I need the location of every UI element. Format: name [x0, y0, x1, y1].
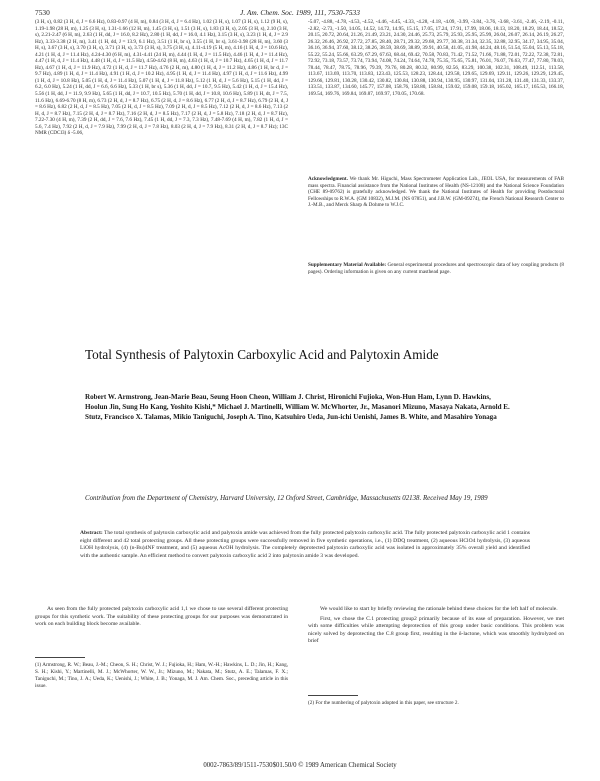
body-text-right: [308, 606, 564, 688]
body-paragraph: We would like to start by briefly reviewing the rationale behind these choices for the left half of molecule.: [320, 606, 558, 612]
abstract-text: The total synthesis of palytoxin carboxylic acid and palytoxin amide was achieved from the fully protected palytoxin carboxylic acid. The fully protected palytoxin carboxylic acid 1 contains eight different and 42 total protecting groups. All these protecting groups were successfully removed in five synthetic operations, i.e., (1) DDQ treatment, (2) aqueous HClO4 hydrolysis, (3) aqueous LiOH hydrolysis, (4) (n-Bu)4NF treatment, and (5) aqueous AcOH hydrolysis. The completely deprotected palytoxin carboxylic acid was isolated in approximately 35% overall yield and identified with the authentic sample. An efficient method to convert palytoxin carboxylic acid 2 into palytoxin amide 3 was developed.: [80, 530, 530, 559]
supplementary-text: General experimental procedures and spectroscopic data of key coupling products (8 pages). Ordering information is given on any current masthead page.: [308, 262, 564, 275]
supplementary-section: [308, 262, 564, 316]
footnote-divider: [308, 695, 358, 696]
acknowledgment-text: We thank Mr. Higuchi, Mass Spectrometer Application Lab., JEOL USA, for measurements of FAB mass spectra. Financial assistance from the National Institutes of Health (NS-12108) and the National Science Foundation (CHE 89-09762) is gratefully acknowledged. We thank the National Institutes of Health for providing Postdoctoral Fellowships to R.W.A. (GM 10832), M.J.M. (NS 07851), and J.B.W. (GM-09274), the French National Research Center to J.-M.B., and Merck Sharp & Dohme to W.J.C.: [308, 176, 564, 209]
author-list: Robert W. Armstrong, Jean-Marie Beau, Seung Hoon Cheon, William J. Christ, Hironichi Fujioka, Won-Hun Ham, Lynn D. Hawkins, Hoolun Jin, Sung Ho Kang, Yoshito Kishi,* Michael J. Martinelli, William W. McWhorter, Jr., Masanori Mizuno, Masaya Nakata, Arnold E. Stutz, Francisco X. Talamas, Mikio Taniguchi, Joseph A. Tino, Katsuhiro Ueda, Jun-ichi Uenishi, James B. White, and Masahiro Yonaga: [85, 393, 510, 422]
nmr-data-left-column: (3 H, s), 0.82 (3 H, d, J = 6.6 Hz), 0.83-0.97 (4 H, m), 0.84 (3 H, d, J = 6.4 Hz), 1.02 (3 H, s), 1.07 (3 H, s), 1.12 (9 H, s), 1.19-1.98 (28 H, m), 1.25 (3 H, s), 1.31-1.66 (12 H, m), 1.45 (3 H, s), 1.51 (3 H, s), 1.83 (3 H, s), 2.05 (3 H, s), 2.10 (3 H, s), 2.21-2.47 (6 H, m), 2.63 (1 H, dd, J = 16.0, 8.2 Hz), 2.80 (1 H, dd, J = 16.0, 4.1 Hz), 3.15 (3 H, s), 3.23 (1 H, d, J = 2.9 Hz), 3.33-3.38 (2 H, m), 3.41 (1 H, dd, J = 13.9, 6.1 Hz), 3.51 (1 H, br s), 3.55 (1 H, br s), 3.61-3.98 (28 H, m), 3.60 (3 H, s), 3.67 (3 H, s), 3.70 (3 H, s), 3.71 (3 H, s), 3.73 (3 H, s), 3.75 (3 H, s), 4.11-4.19 (5 H, m), 4.16 (1 H, d, J = 10.6 Hz), 4.21 (1 H, d, J = 11.4 Hz), 4.24-4.30 (6 H, m), 4.31-4.41 (24 H, m), 4.44 (1 H, d, J = 11.5 Hz), 4.46 (1 H, d, J = 11.4 Hz), 4.47 (1 H, d, J = 11.4 Hz), 4.48 (1 H, d, J = 11.5 Hz), 4.50-4.62 (8 H, m), 4.63 (1 H, d, J = 10.7 Hz), 4.65 (1 H, d, J = 11.7 Hz), 4.67 (1 H, d, J = 11.9 Hz), 4.72 (1 H, d, J = 11.7 Hz), 4.76 (2 H, m), 4.80 (1 H, d, J = 11.2 Hz), 4.86 (1 H, br d, J = 9.7 Hz), 4.89 (1 H, d, J = 11.4 Hz), 4.91 (1 H, d, J = 10.2 Hz), 4.95 (1 H, d, J = 11.4 Hz), 4.97 (1 H, d, J = 11.6 Hz), 4.99 (1 H, d, J = 10.8 Hz), 5.05 (1 H, d, J = 11.4 Hz), 5.07 (1 H, d, J = 11.8 Hz), 5.12 (1 H, d, J = 5.6 Hz), 5.15 (1 H, dd, J = 6.2, 6.0 Hz), 5.24 (1 H, dd, J = 6.6, 6.6 Hz), 5.33 (1 H, br s), 5.36 (1 H, dd, J = 10.7, 9.5 Hz), 5.42 (1 H, d, J = 15.4 Hz), 5.56 (1 H, dd, J = 11.9, 9.9 Hz), 5.65 (1 H, dd, J = 10.7, 10.5 Hz), 5.70 (1 H, dd, J = 10.8, 10.6 Hz), 5.89 (1 H, dt, J = 7.5, 11.6 Hz), 6.69-6.70 (8 H, m), 6.73 (2 H, d, J = 8.7 Hz), 6.75 (2 H, d, J = 8.6 Hz), 6.77 (2 H, d, J = 8.7 Hz), 6.79 (2 H, d, J = 8.6 Hz), 6.82 (2 H, d, J = 8.5 Hz), 7.05 (2 H, d, J = 8.5 Hz), 7.09 (2 H, d, J = 8.5 Hz), 7.12 (2 H, d, J = 8.6 Hz), 7.13 (2 H, d, J = 8.7 Hz), 7.15 (2 H, d, J = 8.7 Hz), 7.16 (2 H, d, J = 8.5 Hz), 7.17 (2 H, d, J = 5.8 Hz), 7.18 (2 H, d, J = 8.7 Hz), 7.22-7.30 (4 H, m), 7.39 (2 H, dd, J = 7.6, 7.6 Hz), 7.45 (1 H, dd, J = 7.3, 7.3 Hz), 7.48-7.69 (4 H, m), 7.82 (1 H, d, J = 5.6, 7.4 Hz), 7.92 (2 H, d, J = 7.9 Hz), 7.99 (2 H, d, J = 7.8 Hz), 8.03 (2 H, d, J = 7.9 Hz), 8.31 (2 H, d, J = 8.7 Hz); 13C NMR (CDCl3) δ -5.06,: [35, 19, 288, 137]
abstract: [80, 530, 530, 560]
journal-citation: J. Am. Chem. Soc. 1989, 111, 7530-7533: [240, 8, 360, 17]
acknowledgment-section: [308, 176, 564, 254]
acknowledgment-label: Acknowledgment.: [308, 176, 348, 182]
affiliation: Contribution from the Department of Chemistry, Harvard University, 12 Oxford Street, Cambridge, Massachusetts 02138. Received May 19, 1989: [85, 495, 488, 502]
footnote-left: (1) Armstrong, R. W.; Beau, J.-M.; Cheon, S. H.; Christ, W. J.; Fujioka, H.; Ham, W.-H.; Hawkins, L. D.; Jin, H.; Kang, S. H.; Kishi, Y.; Martinelli, M. J.; McWhorter, W. W., Jr.; Mizuno, M.; Nakata, M.; Stutz, A. E.; Talamas, F. X.; Taniguchi, M.; Tino, J. A.; Ueda, K.; Uenishi, J.; White, J. B.; Yonaga, M. J. Am. Chem. Soc., preceding article in this issue.: [35, 662, 288, 689]
page-number: 7530: [35, 8, 50, 17]
supplementary-label: Supplementary Material Available:: [308, 262, 387, 268]
abstract-label: Abstract:: [80, 530, 103, 536]
footnote-right: (2) For the numbering of palytoxin adopted in this paper, see structure 2.: [308, 700, 459, 706]
copyright-footer: 0002-7863/89/1511-7530$01.50/0 © 1989 American Chemical Society: [203, 762, 397, 769]
article-title: Total Synthesis of Palytoxin Carboxylic Acid and Palytoxin Amide: [85, 347, 439, 362]
body-text-left: As seen from the fully protected palytoxin carboxylic acid 1,1 we chose to use several different protecting groups for this synthetic work. The suitability of these protecting groups for our purposes was demonstrated in work on each building block become available.: [35, 606, 288, 628]
body-paragraph: First, we chose the C.1 protecting group2 primarily because of its ease of preparation. However, we met with some difficulties while attempting deprotection of this group under basic conditions. This problem was nicely solved by deprotecting the C.8 group first, resulting in the δ-lactone, which was smoothly hydrolyzed on brief: [308, 615, 564, 645]
footnote-divider: [35, 657, 85, 658]
nmr-data-right-column: -5.07, -4.88, -4.78, -4.53, -4.52, -4.46, -4.45, -4.33, -4.28, -4.18, -4.09, -3.99, -3.84, -3.76, -3.68, -3.61, -2.46, -2.19, -0.11, -2.82, -2.73, -1.50, 14.05, 14.52, 14.72, 14.95, 15.15, 17.05, 17.24, 17.91, 17.99, 18.06, 18.13, 18.20, 18.29, 18.44, 18.52, 20.15, 20.72, 20.64, 21.26, 21.49, 23.21, 24.30, 24.46, 25.73, 25.79, 25.93, 25.95, 25.99, 26.04, 26.07, 26.14, 26.19, 26.27, 26.32, 26.46, 26.92, 27.72, 27.85, 28.40, 28.71, 29.32, 29.68, 29.77, 30.38, 31.34, 32.35, 32.88, 32.95, 34.17, 34.95, 35.04, 36.16, 36.94, 37.60, 38.12, 38.26, 38.59, 38.69, 38.89, 39.91, 40.58, 41.05, 41.98, 44.24, 48.16, 51.54, 55.04, 55.13, 55.18, 55.22, 55.24, 55.66, 63.29, 67.29, 67.63, 68.44, 69.42, 70.58, 70.83, 71.42, 71.52, 71.66, 71.88, 72.01, 72.22, 72.38, 72.81, 72.92, 73.18, 73.57, 73.74, 73.94, 74.08, 74.24, 74.64, 74.78, 75.35, 75.65, 75.81, 76.01, 76.07, 76.63, 77.47, 77.80, 78.03, 78.44, 78.47, 78.75, 78.96, 79.39, 79.76, 80.28, 80.32, 80.99, 82.56, 83.29, 100.38, 102.31, 108.49, 112.51, 113.58, 113.67, 113.69, 113.70, 113.83, 123.43, 125.53, 128.23, 128.44, 129.58, 129.65, 129.69, 129.11, 129.26, 129.29, 129.45, 129.66, 129.81, 130.28, 130.42, 130.82, 130.84, 130.88, 130.94, 130.95, 130.97, 131.04, 131.28, 131.40, 131.33, 133.37, 133.51, 133.87, 134.60, 145.77, 157.08, 158.76, 158.80, 158.84, 159.02, 159.08, 159.18, 165.02, 165.17, 165.53, 166.18, 169.54, 169.76, 169.84, 169.87, 169.97, 170.05, 170.68.: [308, 19, 564, 98]
